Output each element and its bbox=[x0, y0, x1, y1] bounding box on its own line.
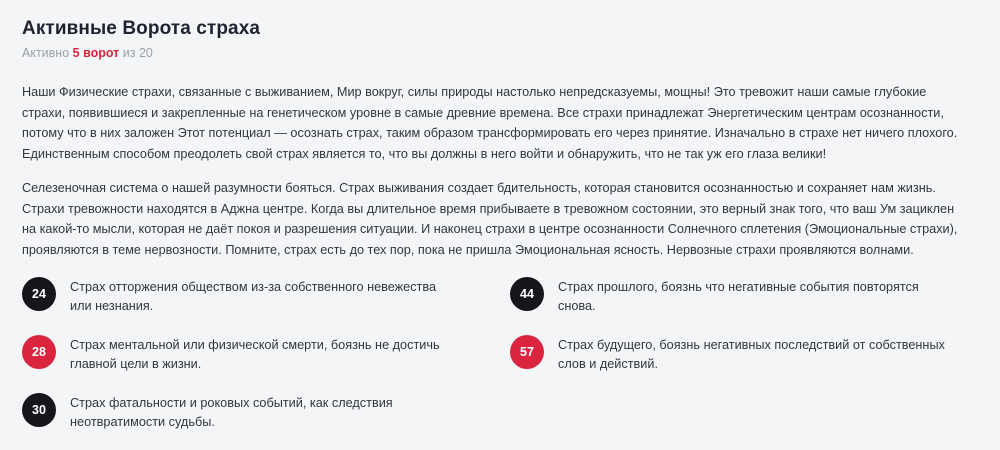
gate-description: Страх фатальности и роковых событий, как следствия неотвратимости судьбы. bbox=[70, 396, 393, 429]
gate-description: Страх прошлого, боязнь что негативные события повторятся снова. bbox=[558, 280, 919, 313]
paragraph: Селезеночная система о нашей разумности бояться. Страх выживания создает бдительность, которая становится осознанностью и сохраняет нам жизнь. Страхи тревожности находятся в Аджна центре. Когда вы длительное время прибываете в тревожном состоянии, это верный знак того, что ваш Ум зациклен на какой-то мысли, которая не даёт покоя и разрешения ситуации. И наконец страхи в центре осознанности Солнечного сплетения (Эмоциональные страхи), проявляются в теме нервозности. Помните, страх есть до тех пор, пока не пришла Эмоциональная ясность. Нервозные страхи проявляются волнами. bbox=[22, 181, 958, 257]
gate-number-badge: 24 bbox=[22, 277, 56, 311]
gate-description: Страх ментальной или физической смерти, боязнь не достичь главной цели в жизни. bbox=[70, 338, 440, 371]
gate-number-badge: 30 bbox=[22, 393, 56, 427]
list-item[interactable] bbox=[510, 276, 978, 316]
list-item[interactable] bbox=[22, 276, 460, 316]
list-item[interactable] bbox=[22, 392, 460, 432]
page-title: Активные Ворота страха bbox=[22, 18, 261, 39]
paragraph: Наши Физические страхи, связанные с выживанием, Мир вокруг, силы природы настолько непредсказуемы, мощны! Это тревожит наши самые глубокие страхи, появившиеся и закрепленные на генетическом уровне в самые древние времена. Все страхи принадлежат Энергетическим центрам осознанности, потому что в них заложен Этот потенциал — осознать страх, таким образом трансформировать его через принятие. Изначально в страхе нет ничего плохого. Единственным способом преодолеть свой страх является то, что вы должны в него войти и обнаружить, что не так уж его глаза велики! bbox=[22, 85, 958, 161]
gates-column-right bbox=[500, 276, 978, 450]
list-item[interactable] bbox=[22, 334, 460, 374]
status-prefix: Активно bbox=[22, 46, 70, 60]
status-line bbox=[22, 46, 978, 60]
status-count: 5 ворот bbox=[72, 46, 120, 60]
gate-number-badge: 57 bbox=[510, 335, 544, 369]
status-suffix: из 20 bbox=[122, 46, 153, 60]
list-item[interactable] bbox=[510, 334, 978, 374]
gates-column-left bbox=[22, 276, 500, 450]
gate-description: Страх отторжения обществом из-за собственного невежества или незнания. bbox=[70, 280, 437, 313]
description-block bbox=[22, 82, 978, 260]
gate-number-badge: 44 bbox=[510, 277, 544, 311]
gates-list bbox=[22, 276, 978, 450]
gate-description: Страх будущего, боязнь негативных последствий от собственных слов и действий. bbox=[558, 338, 945, 371]
gate-number-badge: 28 bbox=[22, 335, 56, 369]
